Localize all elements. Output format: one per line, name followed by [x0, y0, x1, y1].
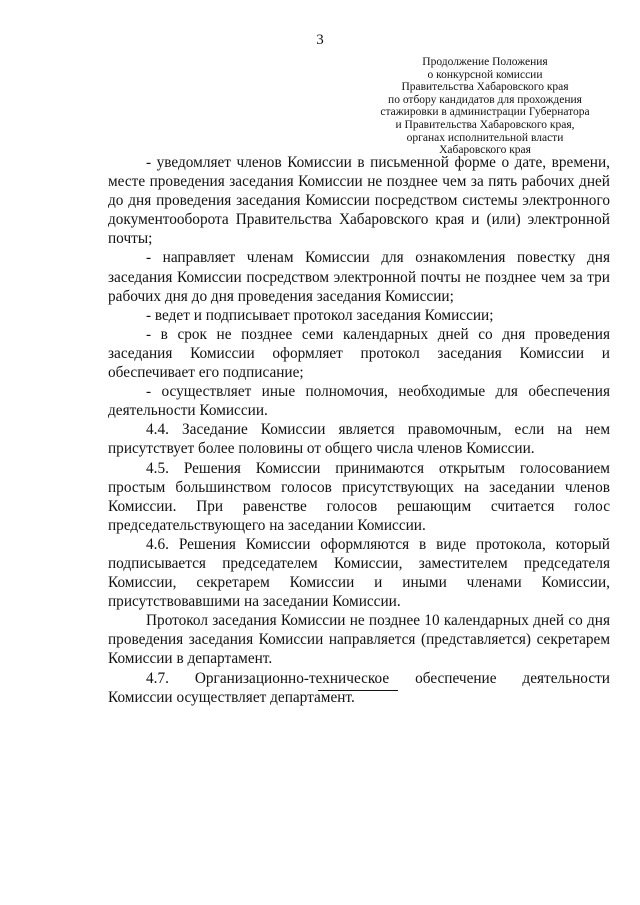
page-number: 3 — [316, 32, 324, 48]
document-body — [108, 153, 610, 707]
body-paragraph: - осуществляет иные полномочия, необходимые для обеспечения деятельности Комиссии. — [108, 383, 610, 420]
body-paragraph: - направляет членам Комиссии для ознакомления повестку дня заседания Комиссии посредством электронной почты не позднее чем за три рабочих дня до дня проведения заседания Комиссии; — [108, 249, 610, 305]
body-paragraph: - ведет и подписывает протокол заседания Комиссии; — [146, 306, 494, 324]
closing-divider-line — [318, 690, 398, 691]
body-paragraph: - в срок не позднее семи календарных дней со дня проведения заседания Комиссии оформляет протокол заседания Комиссии и обеспечивает его подписание; — [108, 325, 610, 382]
body-paragraph: Протокол заседания Комиссии не позднее 10 календарных дней со дня проведения заседания Комиссии направляется (представляется) секретарем Комиссии в департамент. — [108, 612, 610, 668]
header-line: органах исполнительной власти — [406, 131, 564, 144]
header-line: по отбору кандидатов для прохождения — [388, 93, 582, 106]
document-continuation-header — [360, 56, 610, 157]
header-line: и Правительства Хабаровского края, — [395, 118, 575, 131]
body-paragraph: 4.5. Решения Комиссии принимаются открытым голосованием простым большинством голосов присутствующих на заседании членов Комиссии. При равенстве голосов решающим считается голос председательствующего на заседании Комиссии. — [108, 459, 610, 534]
body-paragraph: 4.6. Решения Комиссии оформляются в виде протокола, который подписывается председателем Комиссии, заместителем председателя Комиссии, секретарем Комиссии и иными членами Комиссии, присутствовавшими на заседании Комиссии. — [108, 535, 610, 611]
body-paragraph: 4.4. Заседание Комиссии является правомочным, если на нем присутствует более половины от общего числа членов Комиссии. — [108, 421, 610, 458]
header-line: стажировки в администрации Губернатора — [380, 106, 590, 119]
header-line: Продолжение Положения — [422, 56, 548, 68]
header-line: о конкурсной комиссии — [427, 68, 543, 81]
body-paragraph: 4.7. Организационно-техническое обеспечение деятельности Комиссии осуществляет департамент. — [108, 669, 610, 706]
header-line: Хабаровского края — [439, 144, 531, 157]
header-line: Правительства Хабаровского края — [401, 81, 569, 94]
body-paragraph: - уведомляет членов Комиссии в письменной форме о дате, времени, месте проведения заседания Комиссии не позднее чем за пять рабочих дней до дня проведения заседания Комиссии посредством системы электронного документооборота Правительства Хабаровского края и (или) электронной почты; — [108, 154, 610, 248]
